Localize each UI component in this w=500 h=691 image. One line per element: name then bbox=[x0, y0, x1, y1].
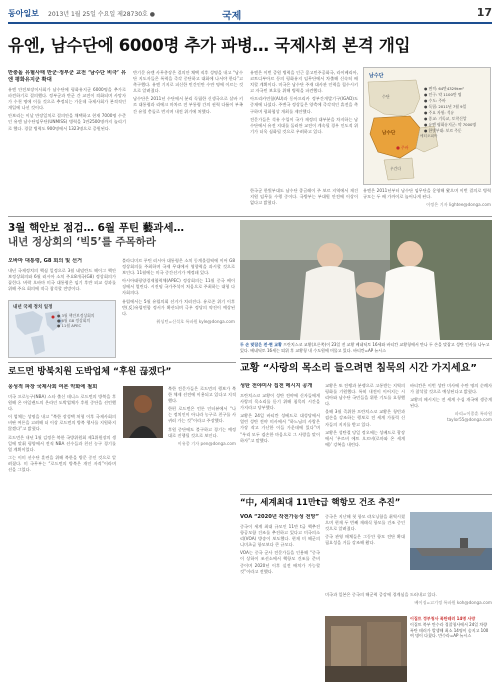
pope-story-paragraph: 교황은 성탄절 당일 정오에는 성베드로 광장에서 ‘우르비 에트 오르비(로마와 온 세계에)’ 강복을 내린다. bbox=[325, 429, 405, 447]
section-divider bbox=[240, 494, 492, 495]
fact-item: ● 주요 자원: 석유 bbox=[424, 110, 455, 115]
map-label-south-sudan: 남수단 bbox=[382, 131, 396, 136]
story1-paragraph: 한국군 한빛부대도 남수단 종글레이 주 보르 지역에서 재건 지원 임무를 수행 중이다. 국방부는 부대원 안전에 이상이 없다고 밝혔다. bbox=[250, 188, 358, 206]
pope-story-kicker: 성탄 전야미사 집전 메시지 공개 bbox=[240, 383, 313, 389]
pope-story-paragraph: 교황은 24일 바티칸 성베드로 대성당에서 열린 성탄 전야 미사에서 “하느님의 사랑은 가장 작고 가난한 이들 가운데에 있다”며 “우리 모두 겸손한 마음으로 그 사랑을 맞이하자”고 말했다. bbox=[240, 413, 320, 443]
rodman-story-headline: 로드먼 방북치원 도박업체 “후원 끊겠다” bbox=[8, 367, 172, 377]
legend-item: ● 6월 G8 정상회의 bbox=[57, 318, 91, 323]
popes-caption-text: 프란치스코 교황(오른쪽)이 23일 전 교황 베네딕토 16세와 바티칸 교황청에서 만나 두 손을 맞잡고 성탄 인사를 나누고 있다. 베네딕토 16세는 퇴위 후 교황청 내 수도원에 머물고 있다. 바티칸=AP 뉴시스 bbox=[240, 342, 490, 353]
schedule-map-legend bbox=[57, 313, 94, 328]
story2-headline-line2: 내년 정상회의 ‘빅5’를 주목하라 bbox=[8, 236, 156, 248]
carrier-photo-image bbox=[410, 512, 492, 570]
story2-headline bbox=[8, 221, 238, 249]
fact-item: ● 종교: 기독교, 토착신앙 bbox=[424, 116, 467, 121]
story2-column-1 bbox=[8, 258, 116, 298]
fact-item: ● 한빛부대: 보르 주둔 bbox=[424, 128, 462, 133]
map-label-uganda: 우간다 bbox=[390, 166, 402, 171]
story1-paragraph: 안보리는 이날 만장일치로 결의안을 채택하고 현재 7000명 수준인 유엔 남수단임무단(UNMISS) 병력을 1만2500명까지 늘리기로 했다. 경찰 병력도 900명에서 1323명으로 증원된다. bbox=[8, 113, 126, 131]
story2-headline-line1: 3월 핵안보 점검… 6월 푸틴 藝과세… bbox=[8, 222, 184, 234]
china-story-paragraph: 중국이 세계 최대 규모인 11만 t급 핵추진 항공모함 건조를 추진하고 있다고 미국의소리(VOA) 방송이 보도했다. 현재 미 해군의 니미츠급 항모보다 큰 규모다. bbox=[240, 524, 320, 548]
rodman-story-paragraph: 이 업체는 성명을 내고 “북한 장성택 처형 이후 국제사회의 비판 여론을 고려해 더 이상 로드먼의 방북 행사를 지원하지 않겠다”고 밝혔다. bbox=[8, 414, 116, 432]
popes-photo bbox=[240, 220, 492, 340]
story2-paragraph: 아시아태평양경제협력체(APEC) 정상회의는 11월 중국 베이징에서 열린다. 시진핑 국가주석이 처음으로 주최하는 대형 다자회의다. bbox=[122, 278, 235, 296]
story1-paragraph: 아프리카연합(AU)과 동아프리카 정부간개발기구(IGAD)도 중재에 나섰다. 주변국 정상들은 양측에 즉각적인 휴전을 촉구하며 평화협상 개최를 제안했다. bbox=[250, 96, 358, 114]
popes-photo-image bbox=[240, 220, 492, 340]
pope-story-paragraph: 바티칸은 이번 성탄 미사에 수만 명의 순례자가 참석할 것으로 예상된다고 밝혔다. bbox=[410, 383, 492, 395]
story1-paragraph: 유엔은 이번 증원 병력을 인근 콩고민주공화국, 라이베리아, 코트디부아르 등의 평화유지 임무단에서 차출해 신속히 배치할 계획이다. 미국은 남수단 주재 대사관 인력을 철수시키고 자국민 보호를 위해 병력을 파견했다. bbox=[250, 70, 358, 94]
rodman-story-column-2 bbox=[168, 386, 236, 680]
china-story-headline: “中, 세계최대 11만t급 핵항모 건조 추진” bbox=[240, 498, 401, 508]
china-story-column-3 bbox=[325, 592, 492, 614]
map-label-ethiopia: 에티오피아 bbox=[420, 134, 438, 138]
main-headline: 유엔, 남수단에 6000명 추가 파병… 국제사회 본격 개입 bbox=[8, 36, 411, 55]
rodman-story-paragraph: 미국 프로농구(NBA) 스타 출신 데니스 로드먼의 방북을 후원해 온 아일랜드의 온라인 도박업체가 후원 중단을 선언했다. bbox=[8, 394, 116, 412]
egypt-photo bbox=[325, 616, 407, 682]
china-story-column-1 bbox=[240, 514, 320, 682]
story2-paragraph: 내년 국제정치의 핵심 일정으로 3월 네덜란드 헤이그 핵안보정상회의와 6월 러시아 소치 주요8개국(G8) 정상회의가 꼽힌다. 버락 오바마 미국 대통령은 임기 후반 외교 성과를 위해 주요 회의에 적극 참석할 전망이다. bbox=[8, 268, 116, 292]
rodman-story-kicker: 웅성적 파장 국제사회 여론 악화에 철회 bbox=[8, 384, 98, 390]
pope-story-column-2 bbox=[325, 383, 405, 489]
map-label-sudan: 수단 bbox=[382, 94, 390, 99]
schedule-map bbox=[8, 300, 116, 358]
popes-caption-title: 두 손 맞잡은 전·현 교황 bbox=[240, 342, 282, 347]
factbox-title: 남수단 bbox=[369, 73, 384, 79]
story1-column-3b bbox=[250, 188, 358, 212]
section-label: 국제 bbox=[222, 11, 242, 22]
map-label-capital: 주바 bbox=[401, 145, 409, 150]
china-story-paragraph: VOA는 중국 군사 전문가들을 인용해 “중국이 상하이 조선소에서 핵항모 건조를 준비 중이며 2020년 이후 실전 배치가 가능할 것”이라고 전했다. bbox=[240, 550, 320, 574]
egypt-caption-title: 이집트 정부청사 폭탄테러 14명 사망 bbox=[410, 616, 476, 621]
page-number: 17 bbox=[476, 6, 492, 19]
schedule-map-title: 내년 국제 정치 일정 bbox=[13, 305, 53, 310]
china-story-kicker: VOA “2020년 작전가능성 전망” bbox=[240, 514, 319, 520]
section-divider bbox=[8, 362, 236, 363]
story1-column-1 bbox=[8, 70, 126, 198]
pope-story-paragraph: 프란치스코 교황이 성탄 전야에 신자들에게 사랑의 목소리를 듣기 위해 침묵의 시간을 가지라고 당부했다. bbox=[240, 393, 320, 411]
story1-column-2 bbox=[133, 70, 243, 198]
egypt-photo-image bbox=[325, 616, 407, 682]
story2-paragraph: 유럽에서는 5월 유럽의회 선거가 치러진다. 유로존 위기 이후 반(反)유럽연합 정서가 확산되며 극우 정당의 약진이 예상된다. bbox=[122, 298, 235, 316]
rodman-story-paragraph: 북한 전문가들은 로드먼의 행보가 북한 체제 선전에 이용되고 있다고 지적했다. bbox=[168, 386, 236, 404]
story1-byline: 이정은 기자 lightee@donga.com bbox=[426, 202, 491, 208]
story2-kicker: 오바마 대통령, G8 회의 및 선거 bbox=[8, 258, 82, 264]
china-story-paragraph: 중국은 지난해 첫 항모 랴오닝함을 취역시켰으며 현재 두 번째 재래식 항모를 건조 중인 것으로 알려졌다. bbox=[325, 514, 405, 532]
rodman-photo bbox=[123, 386, 163, 438]
story1-kicker: 반충돌 유혈사태 반군·정부군 교전 ‘남수단 비극’ 유엔 평화유지군 확대 bbox=[8, 70, 126, 83]
fact-item: ● 독립: 2011년 7월 9일 bbox=[424, 104, 467, 109]
section-divider bbox=[240, 358, 492, 359]
egypt-caption-text: 이집트 북부 만수라 경찰청사에서 24일 차량 폭탄 테러가 발생해 최소 14명이 숨지고 100여 명이 다쳤다. 만수라=AP 뉴시스 bbox=[410, 621, 489, 639]
pope-story-paragraph: 올해 3월 즉위한 프란치스코 교황은 청빈과 겸손을 강조하는 행보로 전 세계 가톨릭 신자들의 지지를 받고 있다. bbox=[325, 409, 405, 427]
fact-item: ● 수도: 주바 bbox=[424, 98, 446, 103]
pope-story-column-1 bbox=[240, 383, 320, 489]
rodman-story-paragraph: 한편 로드먼은 언론 인터뷰에서 “나는 정치인이 아니라 농구로 친구를 사귀러 가는 것”이라고 주장했다. bbox=[168, 406, 236, 424]
masthead bbox=[8, 6, 492, 24]
factbox-list bbox=[424, 86, 488, 134]
rodman-story-paragraph: 로드먼은 내년 1월 김정은 북한 국방위원회 제1위원장의 생일에 맞춰 평양에서 전직 NBA 선수들과 친선 농구 경기를 열 계획이었다. bbox=[8, 434, 116, 452]
pope-story-paragraph: 교황은 또 전쟁과 분쟁으로 고통받는 지역의 평화를 기원했다. 특히 내전이 이어지는 시리아와 남수단 국민들을 위한 기도를 요청했다. bbox=[325, 383, 405, 407]
rodman-story-column-1 bbox=[8, 384, 116, 680]
story1-paragraph: 반기문 유엔 사무총장은 결의안 채택 직후 성명을 내고 “남수단 지도자들은 폭력을 즉각 중단하고 대화에 나서야 한다”고 촉구했다. 유엔 기지로 피신한 민간인만 수만 명에 이르는 것으로 알려졌다. bbox=[133, 70, 243, 94]
pope-story-byline: 파리=이종훈 특파원 taylor55@donga.com bbox=[446, 411, 492, 423]
story2-column-2 bbox=[122, 258, 235, 358]
carrier-photo bbox=[410, 512, 492, 570]
fact-item: ● 유엔 평화유지군: 약 7000명 bbox=[424, 122, 477, 127]
south-sudan-factbox bbox=[363, 67, 491, 185]
rodman-story-paragraph: 그는 이미 선수단 훈련을 위해 북한을 방문 중인 것으로 알려졌다. 미 국무부는 “로드먼의 방북은 개인 자격”이라며 선을 그었다. bbox=[8, 454, 116, 473]
china-story-paragraph: 중국 관영 매체들은 그동안 항모 전단 확대 필요성을 거듭 강조해 왔다. bbox=[325, 534, 405, 546]
egypt-photo-caption bbox=[410, 616, 492, 682]
story1-paragraph: 남수단은 2011년 수단에서 분리 독립한 신생국으로 살바 키르 대통령과 리에크 마차르 전 부통령 간의 권력 다툼이 부족 간 유혈 충돌로 번지며 내전 위기에 처했다. bbox=[133, 96, 243, 114]
story1-paragraph: 유엔 안전보장이사회가 남수단에 평화유지군 6000명을 추가로 파견하기로 결의했다. 정부군과 반군 간 교전이 격화되며 사망자가 수천 명에 이를 것으로 추정되는 가운데 국제사회가 본격적인 개입에 나선 것이다. bbox=[8, 87, 126, 111]
china-story-byline: 베이징=고기정 특파원 koh@donga.com bbox=[414, 600, 492, 606]
section-divider bbox=[8, 216, 492, 217]
story1-column-3 bbox=[250, 70, 358, 198]
rodman-photo-image bbox=[123, 386, 163, 438]
newspaper-brand: 동아일보 bbox=[8, 9, 39, 18]
story1-paragraph: 전문가들은 석유 수입이 국가 재정의 대부분을 차지하는 남수단에서 유전 지대를 둘러싼 교전이 계속될 경우 인도적 위기가 더욱 심화될 것으로 우려하고 있다. bbox=[250, 116, 358, 134]
legend-item: ● 11월 APEC bbox=[57, 323, 82, 328]
rodman-story-paragraph: 후원 중단에도 불구하고 경기는 예정대로 진행될 것으로 보인다. bbox=[168, 426, 236, 438]
dateline: 2013년 1월 25일 수요일 제28730호 ● bbox=[48, 11, 155, 18]
pope-story-headline: 교황 “사랑의 목소리 들으려면 침묵의 시간 가지세요” bbox=[240, 363, 477, 374]
pope-story-column-3 bbox=[410, 383, 492, 489]
story2-paragraph: 블라디미르 푸틴 러시아 대통령은 소치 동계올림픽에 이어 G8 정상회의를 주최하며 국제 무대에서 영향력을 과시할 것으로 보인다. 11월에는 미국 중간선거가 예정돼 있다. bbox=[122, 258, 235, 276]
pope-story-paragraph: 교황의 메시지는 전 세계 수십 개국에 생중계된다. bbox=[410, 397, 492, 409]
china-story-paragraph: 미국과 일본은 중국의 해군력 증강에 경계심을 드러내고 있다. bbox=[325, 592, 437, 597]
rodman-story-byline: 이유종 기자 pen@donga.com bbox=[177, 440, 236, 446]
popes-photo-caption bbox=[240, 342, 492, 354]
china-story-column-2 bbox=[325, 514, 405, 590]
fact-item: ● 인구: 약 1100만 명 bbox=[424, 92, 462, 97]
legend-item: ● 3월 핵안보정상회의 bbox=[57, 313, 95, 318]
story1-paragraph: 유엔은 2011년부터 남수단 임무단을 운영해 왔으며 이번 결의로 병력 규모는 두 배 가까이로 늘어나게 된다. bbox=[363, 188, 491, 200]
story1-column-4 bbox=[363, 188, 491, 212]
fact-item: ● 면적: 64만4329km² bbox=[424, 86, 464, 91]
story2-byline: 워싱턴=신석호 특파원 kyle@donga.com bbox=[156, 318, 235, 324]
